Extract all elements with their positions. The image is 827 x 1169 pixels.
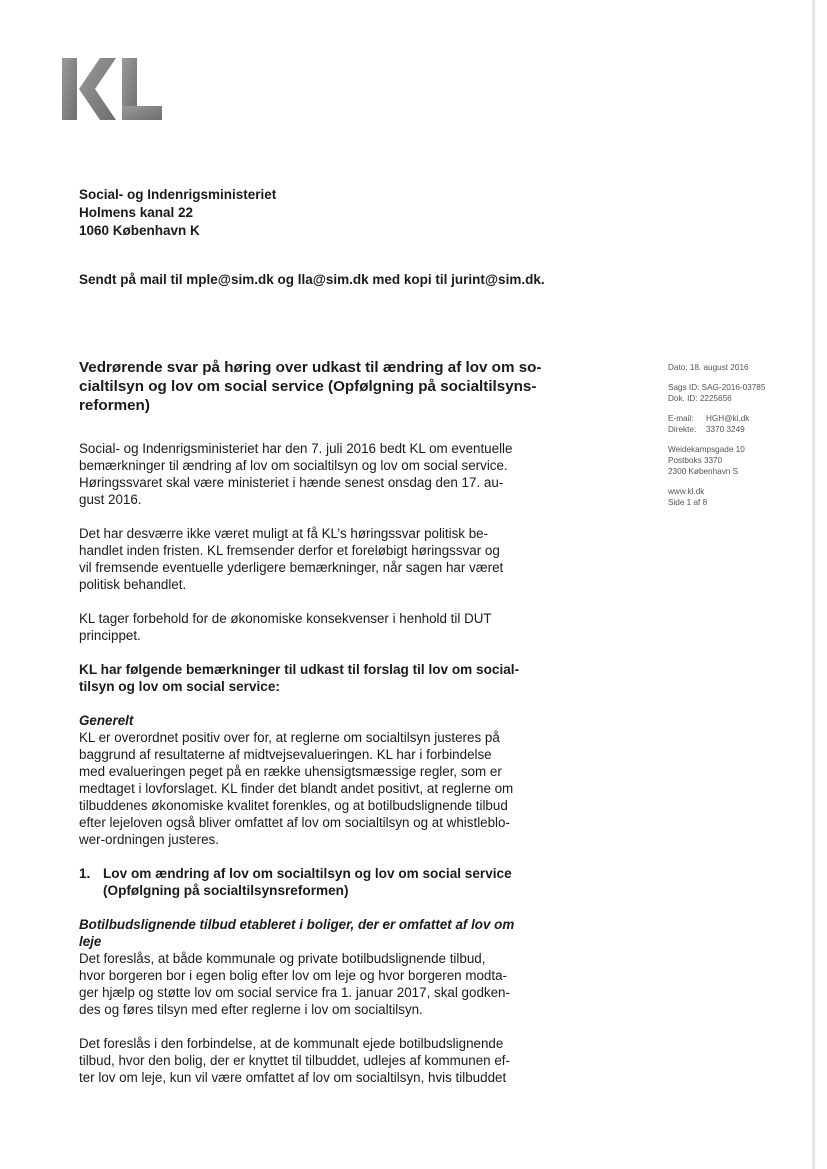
phone-row [668,424,765,435]
page-number: Side 1 af 8 [668,498,708,507]
text-line: KL har følgende bemærkninger til udkast til forslag til lov om social- [79,662,520,677]
phone-value: 3370 3249 [706,425,745,434]
text-line: KL er overordnet positiv over for, at reglerne om socialtilsyn justeres på [79,730,500,745]
text-line: Lov om ændring af lov om socialtilsyn og lov om social service [103,866,512,881]
paragraph-dut [79,610,559,644]
text-line: KL tager forbehold for de økonomiske konsekvenser i henhold til DUT [79,611,492,626]
text-line: efter lejeloven også bliver omfattet af lov om socialtilsyn og at whistleblo- [79,815,510,830]
text-line: Det har desværre ikke været muligt at få KL’s høringssvar politisk be- [79,526,489,541]
text-line: ger hjælp og støtte lov om social service fra 1. januar 2017, skal godken- [79,985,510,1000]
email-label: E-mail: [668,414,694,423]
date: Dato: 18. august 2016 [668,363,749,372]
recipient-line: Holmens kanal 22 [79,205,194,220]
sidebar-meta [668,362,765,517]
recipient-address [79,186,276,240]
text-line: tilbuddenes økonomiske kvalitet forenkles, og at botilbudslignende tilbud [79,798,508,813]
title-line: cialtilsyn og lov om social service (Opfølgning på socialtilsyns- [79,378,537,395]
text-line: princippet. [79,628,141,643]
text-line: handlet inden fristen. KL fremsender derfor et foreløbigt høringssvar og [79,543,500,558]
text-line: Det foreslås i den forbindelse, at de kommunalt ejede botilbudslignende [79,1036,504,1051]
botilbud-heading: Botilbudslignende tilbud etableret i boliger, der er omfattet af lov om [79,917,515,932]
scan-edge-shadow [812,0,815,1169]
text-line: des og føres tilsyn med efter reglerne i lov om socialtilsyn. [79,1002,423,1017]
paragraph-deadline [79,525,559,593]
recipient-line: Social- og Indenrigsministeriet [79,187,277,202]
paragraph-kommunalt [79,1035,559,1086]
address-line: Postboks 3370 [668,456,723,465]
letter-body [79,358,559,1103]
address-line: 2300 København S [668,467,739,476]
paragraph-generelt [79,712,559,848]
remarks-heading [79,661,559,695]
text-line: baggrund af resultaterne af midtvejsevalueringen. KL har i forbindelse [79,747,492,762]
email-row [668,413,765,424]
title-line: Vedrørende svar på høring over udkast til ændring af lov om so- [79,359,542,376]
text-line: bemærkninger til ændring af lov om socialtilsyn og lov om social service. [79,458,508,473]
text-line: Det foreslås, at både kommunale og private botilbudslignende tilbud, [79,951,486,966]
title-line: reformen) [79,397,150,414]
sent-note: Sendt på mail til mple@sim.dk og lla@sim.dk med kopi til jurint@sim.dk. [79,272,545,287]
email-value: HGH@kl.dk [706,414,750,423]
recipient-line: 1060 København K [79,223,200,238]
section-1-heading [79,865,559,899]
website: www.kl.dk [668,487,705,496]
text-line: ter lov om leje, kun vil være omfattet af lov om socialtilsyn, hvis tilbuddet [79,1070,507,1085]
paragraph-intro [79,440,559,508]
address-line: Weidekampsgade 10 [668,445,745,454]
paragraph-botilbud [79,916,559,1018]
text-line: tilbud, hvor den bolig, der er knyttet til tilbuddet, udlejes af kommunen ef- [79,1053,510,1068]
text-line: vil fremsende eventuelle yderligere bemærkninger, når sagen har været [79,560,504,575]
text-line: wer-ordningen justeres. [79,832,219,847]
phone-label: Direkte: [668,425,697,434]
section-number: 1. [79,866,91,881]
text-line: hvor borgeren bor i egen bolig efter lov om leje og hvor borgeren modta- [79,968,508,983]
doc-id: Dok. ID: 2225656 [668,394,732,403]
generelt-heading: Generelt [79,713,134,728]
text-line: Social- og Indenrigsministeriet har den 7. juli 2016 bedt KL om eventuelle [79,441,513,456]
text-line: tilsyn og lov om social service: [79,679,280,694]
text-line: gust 2016. [79,492,142,507]
case-id: Sags ID: SAG-2016-03785 [668,383,766,392]
text-line: Høringssvaret skal være ministeriet i hænde senest onsdag den 17. au- [79,475,504,490]
letter-title [79,358,559,415]
text-line: politisk behandlet. [79,577,187,592]
kl-logo [62,56,162,122]
text-line: med evalueringen peget på en række uhensigtsmæssige regler, som er [79,764,502,779]
text-line: (Opfølgning på socialtilsynsreformen) [103,883,349,898]
text-line: medtaget i lovforslaget. KL finder det blandt andet positivt, at reglerne om [79,781,514,796]
botilbud-heading: leje [79,934,102,949]
